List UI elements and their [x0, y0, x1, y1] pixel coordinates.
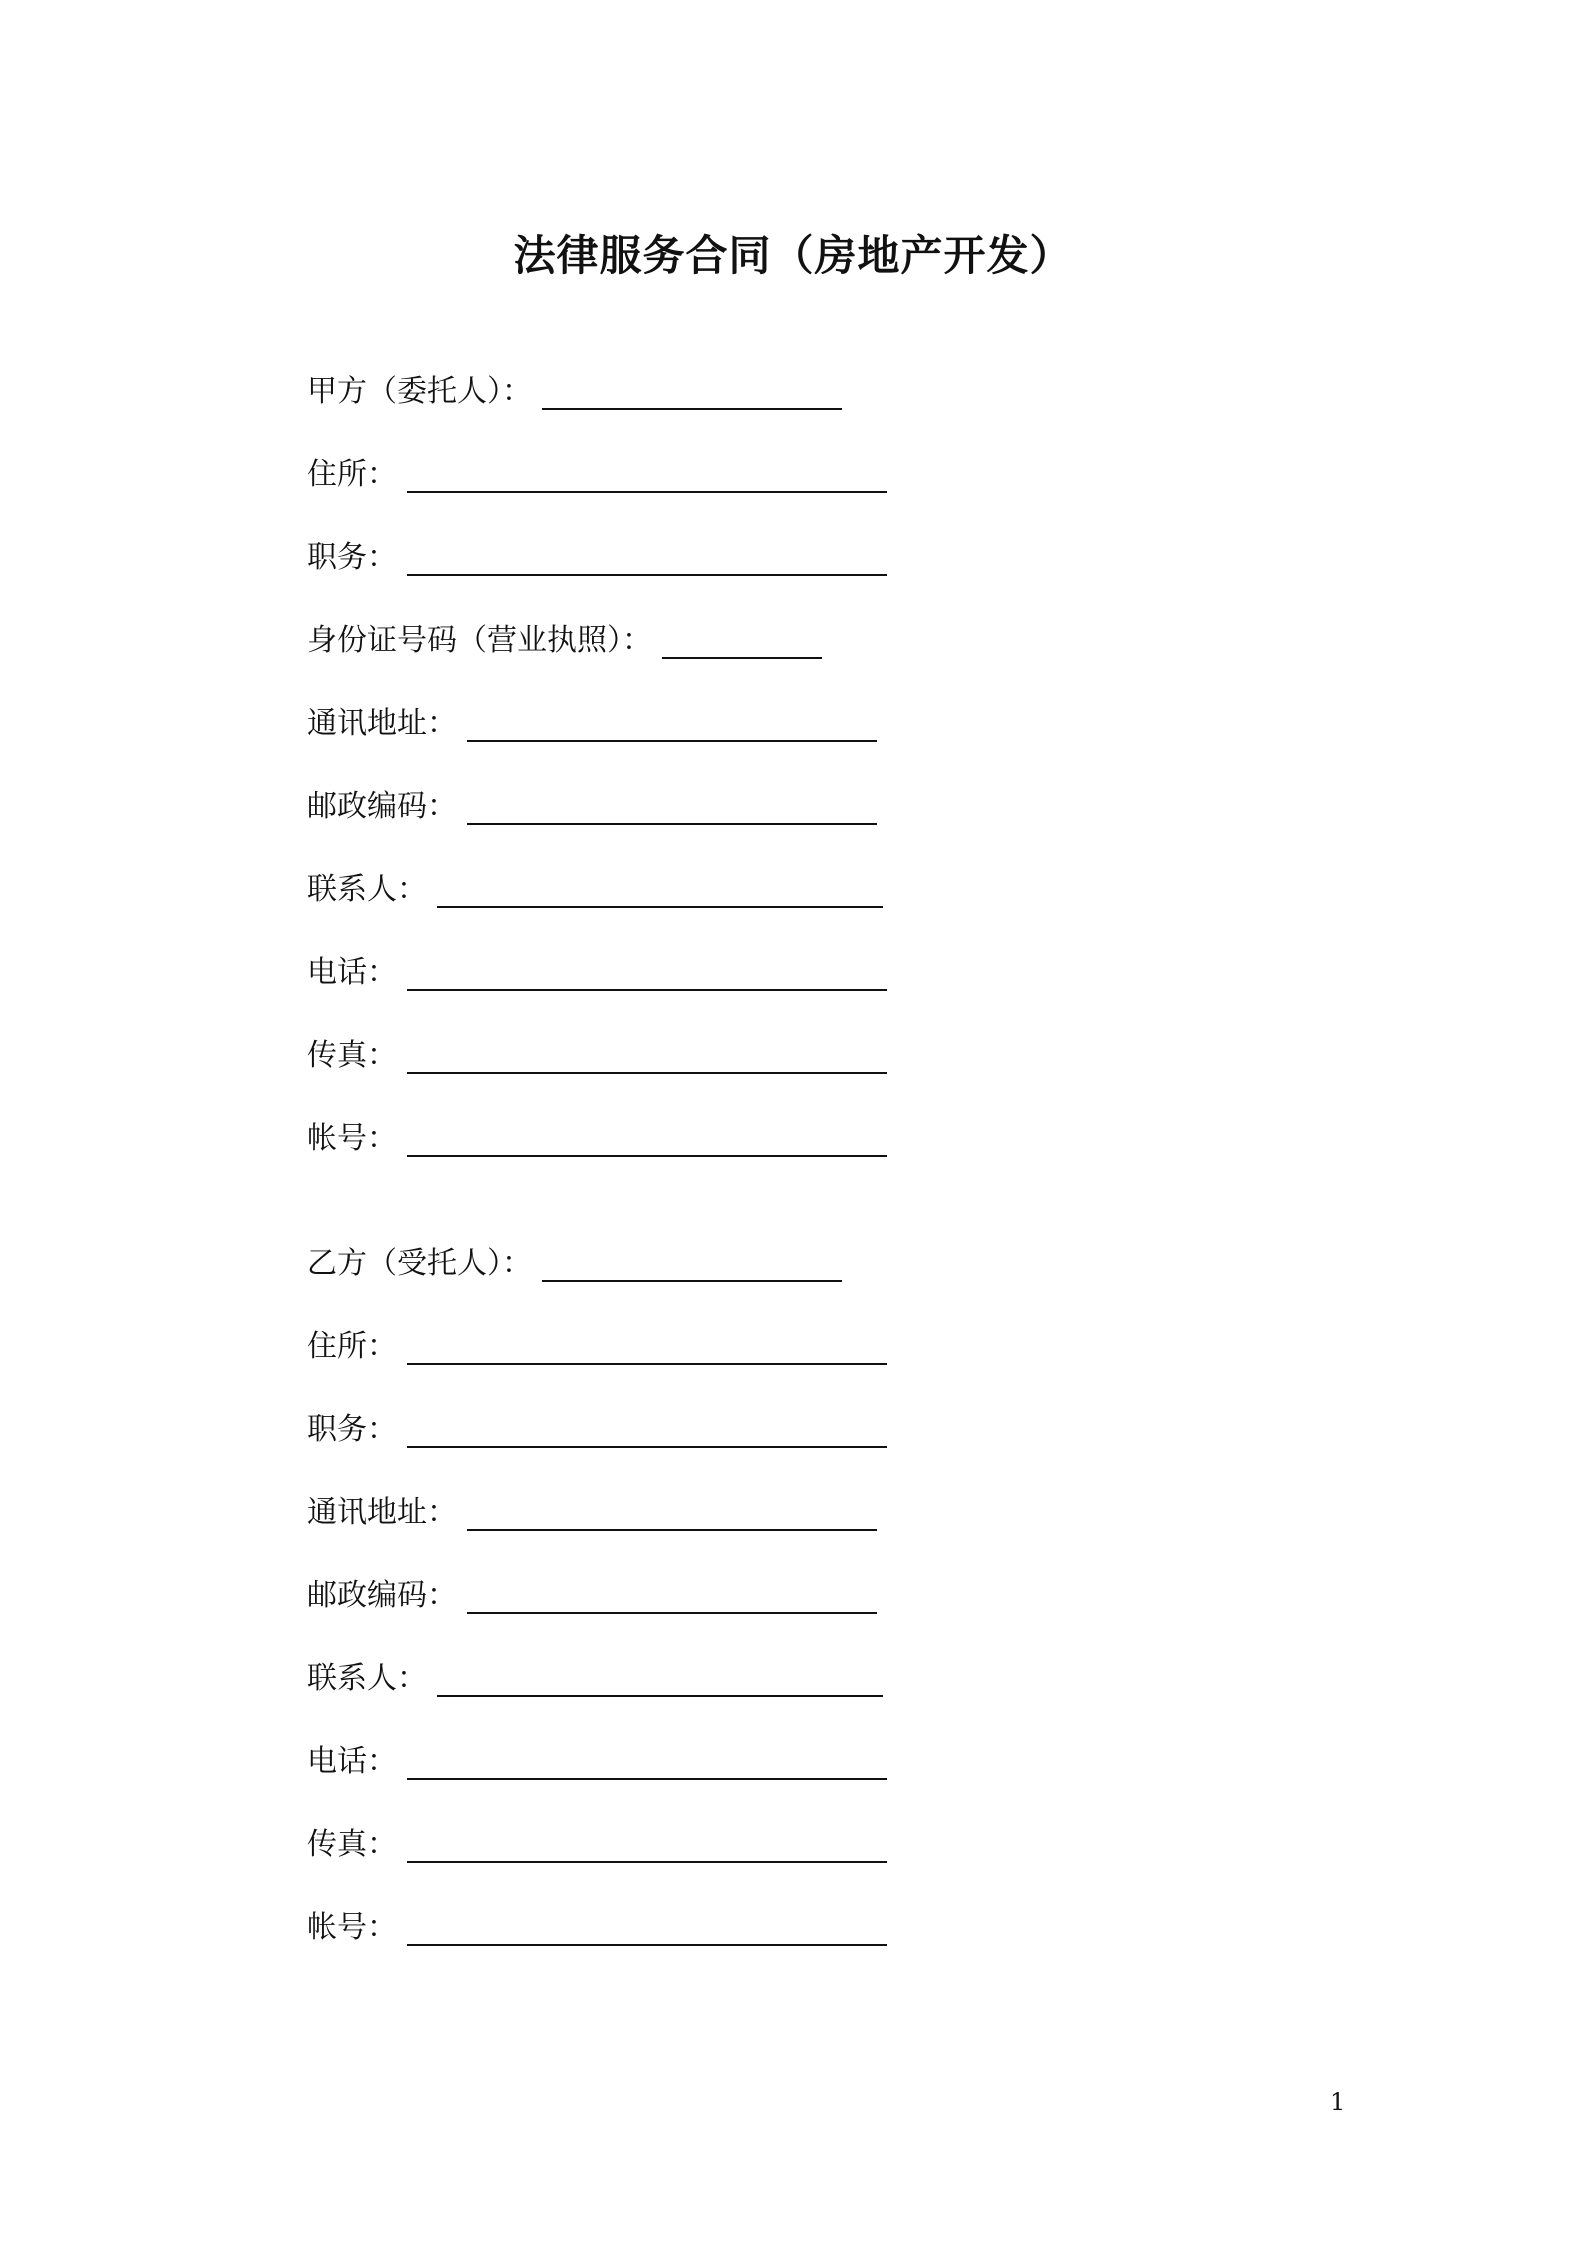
party-a-position-row [307, 530, 887, 586]
party-b-fax-label: 传真： [307, 1827, 397, 1862]
party-a-position-blank[interactable] [407, 552, 887, 576]
party-a-heading-row [307, 364, 842, 420]
party-b-heading-row [307, 1236, 842, 1292]
party-a-fax-row [307, 1028, 887, 1084]
party-b-account-label: 帐号： [307, 1910, 397, 1945]
party-a-fax-label: 传真： [307, 1038, 397, 1073]
party-a-phone-blank[interactable] [407, 967, 887, 991]
party-a-postcode-blank[interactable] [467, 801, 877, 825]
party-b-phone-label: 电话： [307, 1744, 397, 1779]
party-b-heading: 乙方（受托人）： [307, 1246, 532, 1281]
document-title: 法律服务合同（房地产开发） [513, 231, 1073, 280]
party-b-contact-label: 联系人： [307, 1661, 427, 1696]
party-b-residence-label: 住所： [307, 1329, 397, 1364]
party-a-account-blank[interactable] [407, 1133, 887, 1157]
party-b-residence-blank[interactable] [407, 1341, 887, 1365]
party-b-position-blank[interactable] [407, 1424, 887, 1448]
party-a-postcode-label: 邮政编码： [307, 789, 457, 824]
party-b-address-label: 通讯地址： [307, 1495, 457, 1530]
party-b-name-blank[interactable] [542, 1258, 842, 1282]
party-b-position-label: 职务： [307, 1412, 397, 1447]
party-b-residence-row [307, 1319, 887, 1375]
party-b-fax-blank[interactable] [407, 1839, 887, 1863]
party-a-contact-label: 联系人： [307, 872, 427, 907]
party-a-phone-row [307, 945, 887, 1001]
party-a-contact-blank[interactable] [437, 884, 883, 908]
party-b-postcode-blank[interactable] [467, 1590, 877, 1614]
party-a-account-label: 帐号： [307, 1121, 397, 1156]
party-a-address-label: 通讯地址： [307, 706, 457, 741]
party-a-id-label: 身份证号码（营业执照）： [307, 623, 652, 658]
party-b-position-row [307, 1402, 887, 1458]
party-b-address-blank[interactable] [467, 1507, 877, 1531]
party-a-residence-blank[interactable] [407, 469, 887, 493]
party-a-address-row [307, 696, 877, 752]
party-b-contact-blank[interactable] [437, 1673, 883, 1697]
party-b-postcode-row [307, 1568, 877, 1624]
party-a-name-blank[interactable] [542, 386, 842, 410]
party-b-address-row [307, 1485, 877, 1541]
party-b-account-blank[interactable] [407, 1922, 887, 1946]
party-a-id-row [307, 613, 822, 669]
party-b-contact-row [307, 1651, 883, 1707]
party-a-position-label: 职务： [307, 540, 397, 575]
party-a-address-blank[interactable] [467, 718, 877, 742]
party-a-contact-row [307, 862, 883, 918]
party-a-account-row [307, 1111, 887, 1167]
party-b-phone-blank[interactable] [407, 1756, 887, 1780]
party-b-postcode-label: 邮政编码： [307, 1578, 457, 1613]
party-b-account-row [307, 1900, 887, 1956]
page-number: 1 [1330, 2088, 1346, 2116]
party-a-residence-row [307, 447, 887, 503]
party-a-residence-label: 住所： [307, 457, 397, 492]
party-a-id-blank[interactable] [662, 635, 822, 659]
party-a-heading: 甲方（委托人）： [307, 374, 532, 409]
party-a-postcode-row [307, 779, 877, 835]
party-a-fax-blank[interactable] [407, 1050, 887, 1074]
party-b-phone-row [307, 1734, 887, 1790]
party-a-phone-label: 电话： [307, 955, 397, 990]
party-b-fax-row [307, 1817, 887, 1873]
